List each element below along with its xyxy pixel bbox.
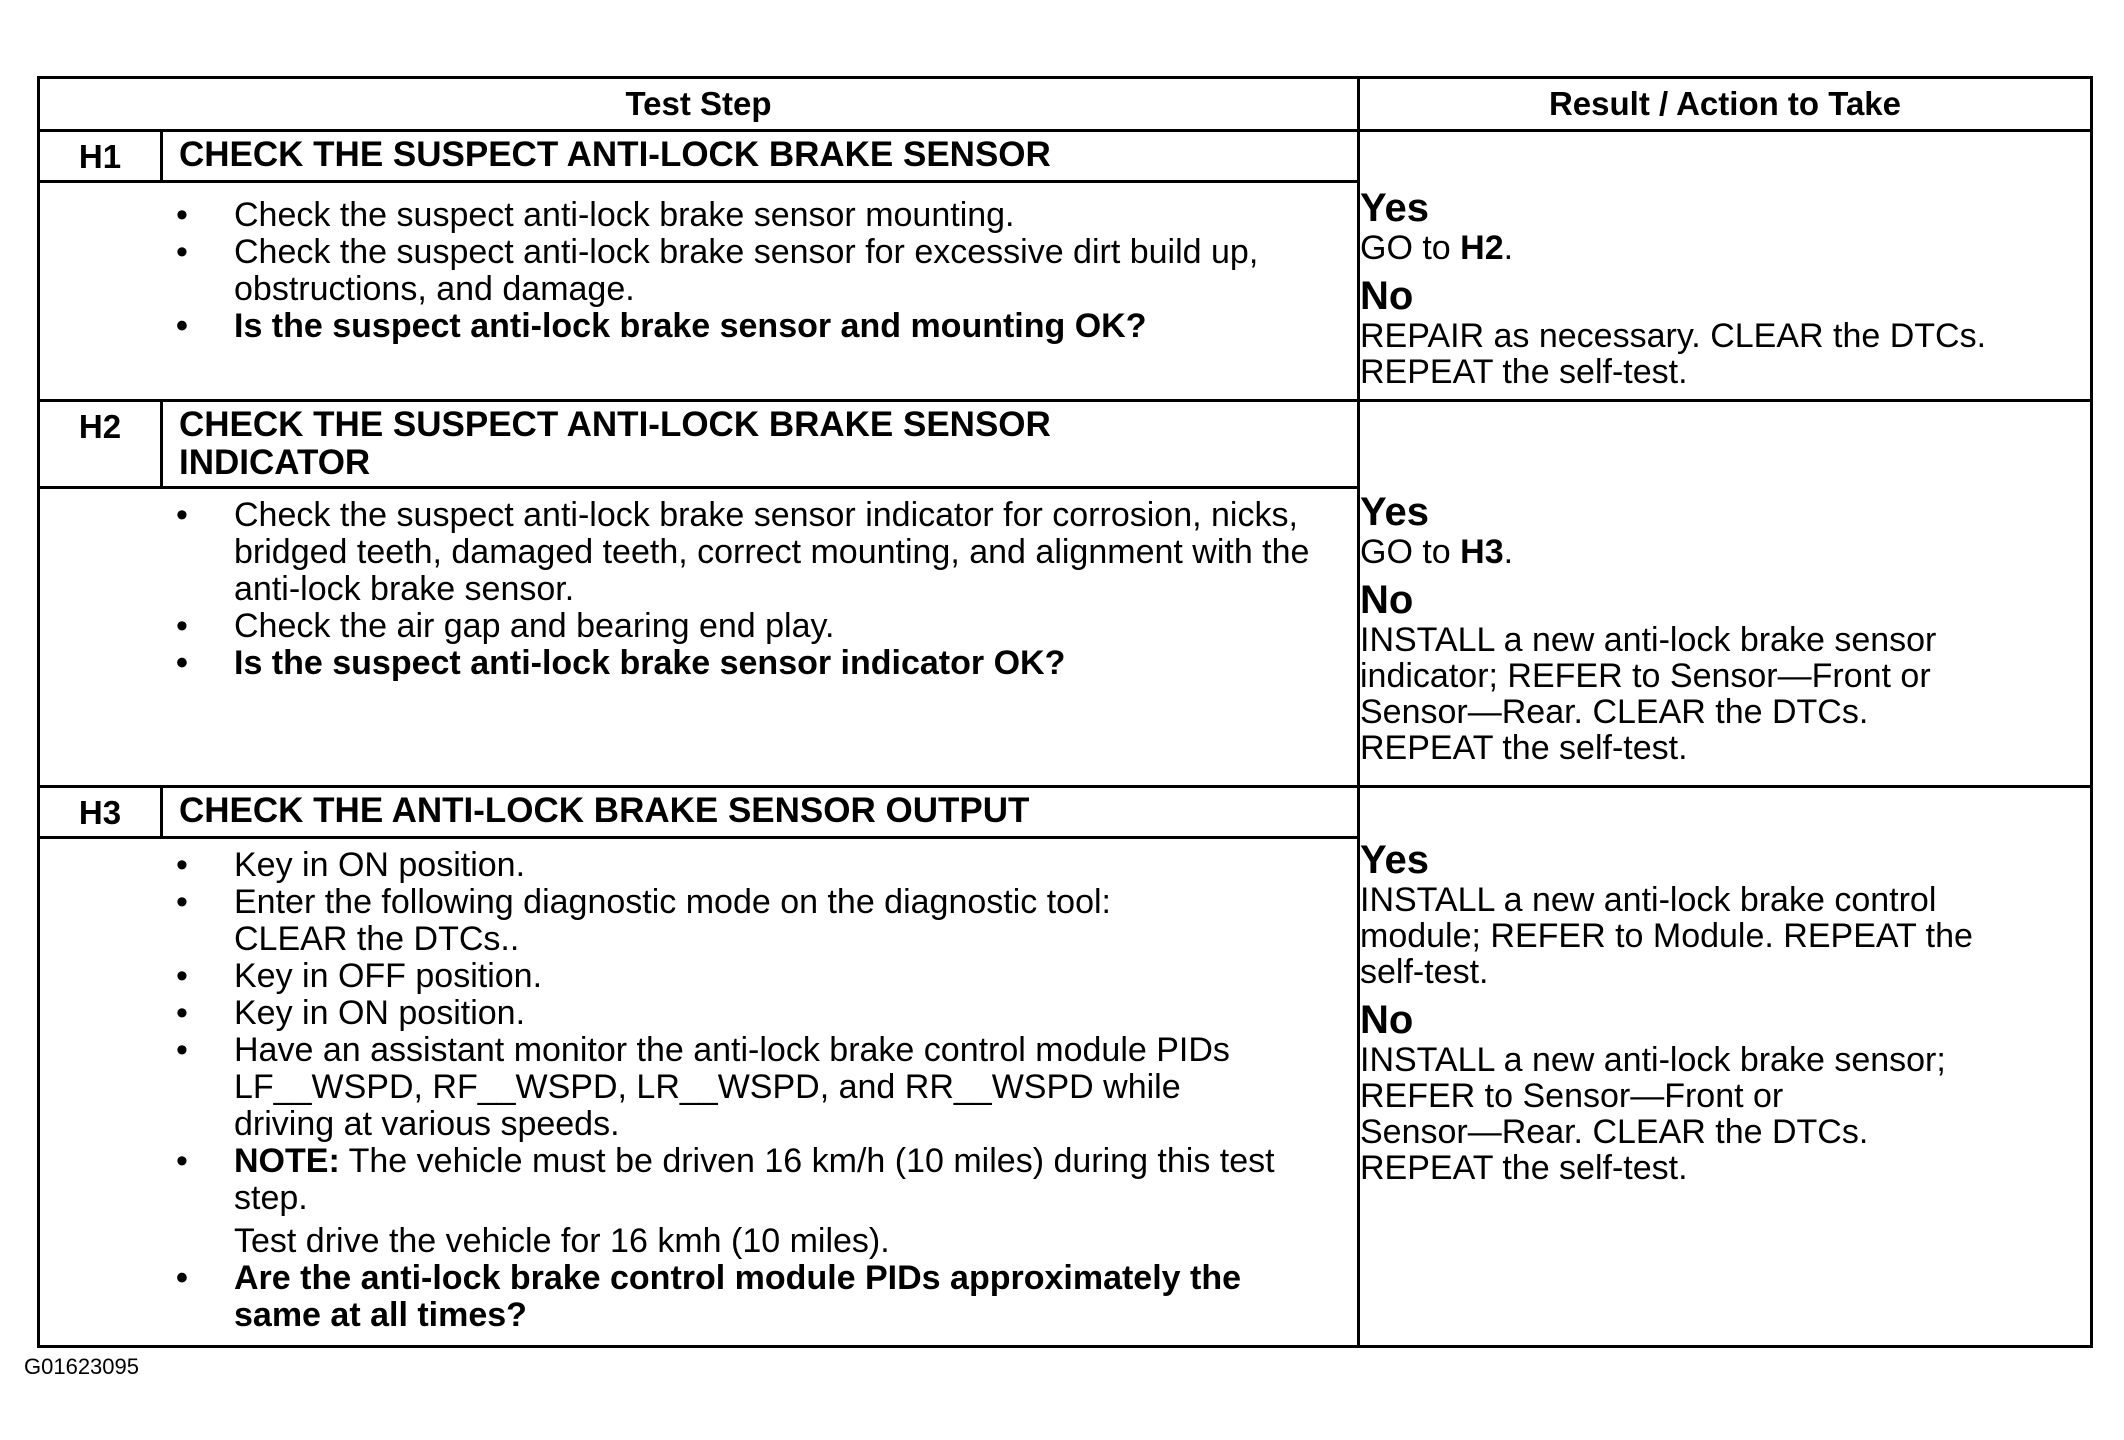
no-action-line: REPEAT the self-test.: [1360, 353, 1688, 391]
no-action-line: REFER to Sensor—Front or: [1360, 1077, 1784, 1115]
step-title: CHECK THE SUSPECT ANTI-LOCK BRAKE SENSOR: [179, 135, 1051, 174]
yes-action: GO to H3.: [1360, 533, 1514, 571]
step-body-h1: [40, 183, 1357, 399]
no-action-line: REPAIR as necessary. CLEAR the DTCs.: [1360, 317, 1987, 355]
list-item: • Key in ON position.: [40, 995, 1337, 1032]
list-item: • Check the suspect anti-lock brake sensor for excessive dirt build up, obstructions, and damage.: [40, 234, 1337, 308]
yes-action-line: self-test.: [1360, 953, 1489, 991]
yes-action-line: INSTALL a new anti-lock brake control: [1360, 881, 1937, 919]
result-cell-h1: [1359, 131, 2092, 401]
table-header-row: [39, 78, 2092, 131]
header-test-step: Test Step: [39, 78, 1359, 131]
list-item: Test drive the vehicle for 16 kmh (10 miles).: [234, 1222, 890, 1260]
step-id: H2: [40, 402, 163, 486]
note-label: NOTE:: [234, 1142, 340, 1180]
list-item: • Are the anti-lock brake control module PIDs approximately the same at all times?: [40, 1260, 1337, 1334]
no-action-line: Sensor—Rear. CLEAR the DTCs.: [1360, 1113, 1869, 1151]
yes-label: Yes: [1360, 838, 1429, 882]
header-result-action: Result / Action to Take: [1359, 78, 2092, 131]
goto-step: H2: [1460, 229, 1504, 267]
list-item: • Check the air gap and bearing end play.: [40, 608, 1337, 645]
step-header-h2: [40, 402, 1357, 489]
no-action-line: REPEAT the self-test.: [1360, 1149, 1688, 1187]
result-cell-h2: [1359, 401, 2092, 787]
step-id: H3: [40, 788, 163, 836]
no-action-line: indicator; REFER to Sensor—Front or: [1360, 657, 1931, 695]
no-label: No: [1360, 578, 1414, 622]
list-item: • Have an assistant monitor the anti-lock brake control module PIDs LF__WSPD, RF__WSPD, LR__WSPD, and RR__WSPD while driving at various speeds.: [40, 1032, 1337, 1143]
yes-label: Yes: [1360, 490, 1429, 534]
no-label: No: [1360, 274, 1414, 318]
list-item: • Check the suspect anti-lock brake sensor indicator for corrosion, nicks, bridged teeth, damaged teeth, correct mounting, and alignment with the anti-lock brake sensor.: [40, 497, 1337, 608]
step-header-h1: [40, 132, 1357, 183]
yes-label: Yes: [1360, 186, 1429, 230]
step-row-h2: [39, 401, 2092, 787]
step-header-h3: [40, 788, 1357, 839]
list-item: • Is the suspect anti-lock brake sensor indicator OK?: [40, 645, 1337, 682]
yes-action: GO to H2.: [1360, 229, 1514, 267]
list-item: • Check the suspect anti-lock brake sensor mounting.: [40, 197, 1337, 234]
no-label: No: [1360, 998, 1414, 1042]
figure-id: G01623095: [24, 1354, 139, 1379]
list-item: • Key in OFF position.: [40, 958, 1337, 995]
step-cell-h2: [39, 401, 1359, 787]
step-cell-h3: [39, 787, 1359, 1347]
step-row-h3: [39, 787, 2092, 1347]
step-cell-h1: [39, 131, 1359, 401]
step-id: H1: [40, 132, 163, 180]
step-body-h2: [40, 489, 1357, 785]
no-action-line: INSTALL a new anti-lock brake sensor: [1360, 621, 1937, 659]
yes-action-line: module; REFER to Module. REPEAT the: [1360, 917, 1973, 955]
list-item: • Is the suspect anti-lock brake sensor and mounting OK?: [40, 308, 1337, 345]
step-title: CHECK THE SUSPECT ANTI-LOCK BRAKE SENSOR INDICATOR: [179, 405, 1051, 482]
step-body-h3: [40, 839, 1357, 1345]
diagnostic-test-table: [37, 76, 2093, 1348]
goto-step: H3: [1460, 533, 1504, 571]
list-item: • Enter the following diagnostic mode on the diagnostic tool: CLEAR the DTCs..: [40, 884, 1337, 958]
result-cell-h3: [1359, 787, 2092, 1347]
no-action-line: REPEAT the self-test.: [1360, 729, 1688, 767]
step-row-h1: [39, 131, 2092, 401]
list-item: • Key in ON position.: [40, 847, 1337, 884]
no-action-line: Sensor—Rear. CLEAR the DTCs.: [1360, 693, 1869, 731]
no-action-line: INSTALL a new anti-lock brake sensor;: [1360, 1041, 1946, 1079]
list-item: • NOTE: The vehicle must be driven 16 km/h (10 miles) during this test step.: [40, 1143, 1337, 1217]
step-title: CHECK THE ANTI-LOCK BRAKE SENSOR OUTPUT: [179, 791, 1030, 830]
